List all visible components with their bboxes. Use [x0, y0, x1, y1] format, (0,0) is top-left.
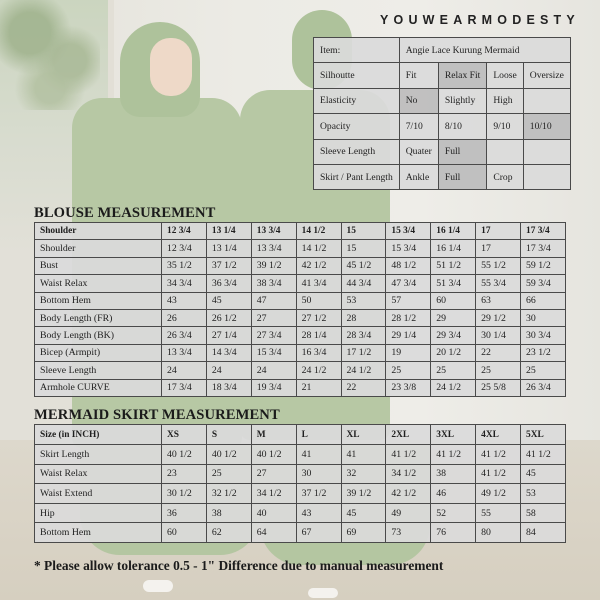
measurement-cell: 43 [296, 503, 341, 523]
measurement-cell: 38 [431, 464, 476, 484]
measurement-cell: 67 [296, 523, 341, 543]
measurement-cell: 27 [251, 464, 296, 484]
header-cell: M [251, 425, 296, 445]
info-option: 7/10 [399, 114, 438, 139]
measurement-cell: 34 1/2 [251, 484, 296, 504]
info-option: Quater [399, 139, 438, 164]
header-cell: 12 3/4 [162, 223, 207, 240]
measurement-cell: 26 3/4 [521, 379, 566, 396]
measurement-cell: 12 3/4 [162, 240, 207, 257]
measurement-cell: 84 [521, 523, 566, 543]
measurement-cell: 76 [431, 523, 476, 543]
measurement-cell: 47 [251, 292, 296, 309]
info-label: Elasticity [314, 88, 400, 113]
measurement-cell: 24 1/2 [296, 362, 341, 379]
table-row [35, 275, 566, 292]
measurement-cell: 41 1/2 [476, 464, 521, 484]
measurement-cell: 25 [386, 362, 431, 379]
row-label: Shoulder [35, 240, 162, 257]
measurement-cell: 25 [521, 362, 566, 379]
measurement-cell: 41 [341, 445, 386, 465]
info-option: Ankle [399, 164, 438, 189]
row-label: Armhole CURVE [35, 379, 162, 396]
measurement-cell: 40 1/2 [162, 445, 207, 465]
brand-logo: YOUWEARMODESTY [380, 13, 580, 27]
row-label: Bottom Hem [35, 523, 162, 543]
info-option: Loose [487, 63, 523, 88]
header-cell: 3XL [431, 425, 476, 445]
measurement-cell: 39 1/2 [251, 257, 296, 274]
measurement-cell: 29 3/4 [431, 327, 476, 344]
header-cell: 15 3/4 [386, 223, 431, 240]
measurement-cell: 41 [296, 445, 341, 465]
info-label: Sleeve Length [314, 139, 400, 164]
info-option [487, 139, 523, 164]
measurement-cell: 23 [162, 464, 207, 484]
measurement-cell: 49 1/2 [476, 484, 521, 504]
measurement-cell: 63 [476, 292, 521, 309]
info-option [523, 88, 570, 113]
info-label: Skirt / Pant Length [314, 164, 400, 189]
info-row [314, 88, 571, 113]
row-label: Body Length (FR) [35, 309, 162, 326]
measurement-cell: 17 3/4 [162, 379, 207, 396]
measurement-cell: 17 1/2 [341, 344, 386, 361]
measurement-cell: 22 [476, 344, 521, 361]
measurement-cell: 24 [206, 362, 251, 379]
info-option: Fit [399, 63, 438, 88]
measurement-cell: 38 3/4 [251, 275, 296, 292]
measurement-cell: 42 1/2 [296, 257, 341, 274]
info-option: Full [438, 164, 486, 189]
measurement-cell: 41 1/2 [521, 445, 566, 465]
row-label: Sleeve Length [35, 362, 162, 379]
table-row [35, 464, 566, 484]
measurement-cell: 37 1/2 [296, 484, 341, 504]
info-row [314, 139, 571, 164]
measurement-cell: 30 [521, 309, 566, 326]
blouse-measurement-table [34, 222, 566, 397]
measurement-cell: 30 [296, 464, 341, 484]
measurement-cell: 17 3/4 [521, 240, 566, 257]
header-cell: 17 [476, 223, 521, 240]
info-option: Relax Fit [438, 63, 486, 88]
measurement-cell: 55 3/4 [476, 275, 521, 292]
table-row [35, 292, 566, 309]
measurement-cell: 58 [521, 503, 566, 523]
measurement-cell: 30 3/4 [521, 327, 566, 344]
measurement-cell: 57 [386, 292, 431, 309]
measurement-cell: 25 [206, 464, 251, 484]
info-value: Angie Lace Kurung Mermaid [399, 38, 570, 63]
measurement-cell: 40 1/2 [251, 445, 296, 465]
measurement-cell: 51 1/2 [431, 257, 476, 274]
measurement-cell: 53 [521, 484, 566, 504]
measurement-cell: 80 [476, 523, 521, 543]
measurement-cell: 30 1/2 [162, 484, 207, 504]
header-cell: Size (in INCH) [35, 425, 162, 445]
measurement-cell: 24 [162, 362, 207, 379]
header-cell: 13 1/4 [206, 223, 251, 240]
measurement-cell: 30 1/4 [476, 327, 521, 344]
table-header-row [35, 425, 566, 445]
row-label: Bottom Hem [35, 292, 162, 309]
measurement-cell: 23 3/8 [386, 379, 431, 396]
measurement-cell: 42 1/2 [386, 484, 431, 504]
info-option: 9/10 [487, 114, 523, 139]
header-cell: XS [162, 425, 207, 445]
measurement-cell: 46 [431, 484, 476, 504]
measurement-cell: 39 1/2 [341, 484, 386, 504]
measurement-cell: 34 3/4 [162, 275, 207, 292]
measurement-cell: 49 [386, 503, 431, 523]
header-cell: 16 1/4 [431, 223, 476, 240]
info-option: 10/10 [523, 114, 570, 139]
measurement-cell: 27 [251, 309, 296, 326]
measurement-cell: 45 [521, 464, 566, 484]
measurement-cell: 19 [386, 344, 431, 361]
measurement-cell: 32 1/2 [206, 484, 251, 504]
measurement-cell: 25 [431, 362, 476, 379]
measurement-cell: 28 1/2 [386, 309, 431, 326]
measurement-cell: 26 3/4 [162, 327, 207, 344]
measurement-cell: 38 [206, 503, 251, 523]
measurement-cell: 41 1/2 [431, 445, 476, 465]
table-row [35, 445, 566, 465]
row-label: Hip [35, 503, 162, 523]
header-cell: 4XL [476, 425, 521, 445]
info-row [314, 63, 571, 88]
tolerance-note: * Please allow tolerance 0.5 - 1" Difference due to manual measurement [34, 558, 444, 573]
blouse-title: BLOUSE MEASUREMENT [34, 205, 216, 221]
measurement-cell: 26 [162, 309, 207, 326]
foliage [0, 0, 100, 110]
header-cell: Shoulder [35, 223, 162, 240]
table-row [35, 484, 566, 504]
header-cell: 15 [341, 223, 386, 240]
header-cell: L [296, 425, 341, 445]
model-2-shoe [308, 588, 338, 598]
measurement-cell: 13 3/4 [162, 344, 207, 361]
info-option: High [487, 88, 523, 113]
measurement-cell: 40 [251, 503, 296, 523]
table-row [35, 309, 566, 326]
header-cell: 17 3/4 [521, 223, 566, 240]
measurement-cell: 41 3/4 [296, 275, 341, 292]
measurement-cell: 15 [341, 240, 386, 257]
measurement-cell: 32 [341, 464, 386, 484]
measurement-cell: 45 1/2 [341, 257, 386, 274]
measurement-cell: 36 [162, 503, 207, 523]
info-option: Crop [487, 164, 523, 189]
skirt-measurement-table [34, 424, 566, 543]
measurement-cell: 43 [162, 292, 207, 309]
measurement-cell: 23 1/2 [521, 344, 566, 361]
info-row [314, 38, 571, 63]
measurement-cell: 28 3/4 [341, 327, 386, 344]
row-label: Body Length (BK) [35, 327, 162, 344]
table-row [35, 379, 566, 396]
measurement-cell: 53 [341, 292, 386, 309]
measurement-cell: 29 [431, 309, 476, 326]
measurement-cell: 27 1/2 [296, 309, 341, 326]
row-label: Waist Relax [35, 275, 162, 292]
measurement-cell: 60 [431, 292, 476, 309]
measurement-cell: 20 1/2 [431, 344, 476, 361]
measurement-cell: 37 1/2 [206, 257, 251, 274]
measurement-cell: 24 1/2 [341, 362, 386, 379]
table-row [35, 523, 566, 543]
header-cell: XL [341, 425, 386, 445]
row-label: Skirt Length [35, 445, 162, 465]
header-cell: 5XL [521, 425, 566, 445]
measurement-cell: 45 [341, 503, 386, 523]
measurement-cell: 13 3/4 [251, 240, 296, 257]
measurement-cell: 28 [341, 309, 386, 326]
measurement-cell: 73 [386, 523, 431, 543]
measurement-cell: 64 [251, 523, 296, 543]
model-1-face [150, 38, 192, 96]
measurement-cell: 36 3/4 [206, 275, 251, 292]
table-row [35, 257, 566, 274]
measurement-cell: 45 [206, 292, 251, 309]
measurement-cell: 16 3/4 [296, 344, 341, 361]
measurement-cell: 34 1/2 [386, 464, 431, 484]
measurement-cell: 40 1/2 [206, 445, 251, 465]
measurement-cell: 26 1/2 [206, 309, 251, 326]
measurement-cell: 25 [476, 362, 521, 379]
measurement-cell: 52 [431, 503, 476, 523]
measurement-cell: 55 1/2 [476, 257, 521, 274]
measurement-cell: 25 5/8 [476, 379, 521, 396]
info-option: Slightly [438, 88, 486, 113]
measurement-cell: 19 3/4 [251, 379, 296, 396]
product-info-table [313, 37, 571, 190]
table-row [35, 503, 566, 523]
measurement-cell: 41 1/2 [386, 445, 431, 465]
measurement-cell: 21 [296, 379, 341, 396]
table-row [35, 240, 566, 257]
measurement-cell: 16 1/4 [431, 240, 476, 257]
row-label: Bicep (Armpit) [35, 344, 162, 361]
measurement-cell: 69 [341, 523, 386, 543]
info-row [314, 114, 571, 139]
header-cell: 14 1/2 [296, 223, 341, 240]
measurement-cell: 29 1/4 [386, 327, 431, 344]
measurement-cell: 24 1/2 [431, 379, 476, 396]
measurement-cell: 59 1/2 [521, 257, 566, 274]
info-option: Oversize [523, 63, 570, 88]
table-row [35, 327, 566, 344]
measurement-cell: 48 1/2 [386, 257, 431, 274]
info-option: 8/10 [438, 114, 486, 139]
measurement-cell: 27 1/4 [206, 327, 251, 344]
info-label: Silhoutte [314, 63, 400, 88]
info-option: Full [438, 139, 486, 164]
header-cell: S [206, 425, 251, 445]
table-header-row [35, 223, 566, 240]
measurement-cell: 44 3/4 [341, 275, 386, 292]
table-row [35, 362, 566, 379]
info-option: No [399, 88, 438, 113]
measurement-cell: 50 [296, 292, 341, 309]
measurement-cell: 15 3/4 [251, 344, 296, 361]
info-option [523, 164, 570, 189]
measurement-cell: 29 1/2 [476, 309, 521, 326]
measurement-cell: 13 1/4 [206, 240, 251, 257]
info-label: Item: [314, 38, 400, 63]
row-label: Waist Relax [35, 464, 162, 484]
measurement-cell: 18 3/4 [206, 379, 251, 396]
skirt-title: MERMAID SKIRT MEASUREMENT [34, 407, 280, 423]
measurement-cell: 55 [476, 503, 521, 523]
row-label: Waist Extend [35, 484, 162, 504]
measurement-cell: 60 [162, 523, 207, 543]
row-label: Bust [35, 257, 162, 274]
measurement-cell: 66 [521, 292, 566, 309]
measurement-cell: 22 [341, 379, 386, 396]
measurement-cell: 24 [251, 362, 296, 379]
measurement-cell: 28 1/4 [296, 327, 341, 344]
model-1-shoe [143, 580, 173, 592]
measurement-cell: 59 3/4 [521, 275, 566, 292]
info-option [523, 139, 570, 164]
measurement-cell: 17 [476, 240, 521, 257]
info-row [314, 164, 571, 189]
header-cell: 13 3/4 [251, 223, 296, 240]
table-row [35, 344, 566, 361]
measurement-cell: 27 3/4 [251, 327, 296, 344]
measurement-cell: 41 1/2 [476, 445, 521, 465]
info-label: Opacity [314, 114, 400, 139]
measurement-cell: 62 [206, 523, 251, 543]
measurement-cell: 15 3/4 [386, 240, 431, 257]
measurement-cell: 14 3/4 [206, 344, 251, 361]
measurement-cell: 47 3/4 [386, 275, 431, 292]
header-cell: 2XL [386, 425, 431, 445]
measurement-cell: 14 1/2 [296, 240, 341, 257]
measurement-cell: 35 1/2 [162, 257, 207, 274]
measurement-cell: 51 3/4 [431, 275, 476, 292]
